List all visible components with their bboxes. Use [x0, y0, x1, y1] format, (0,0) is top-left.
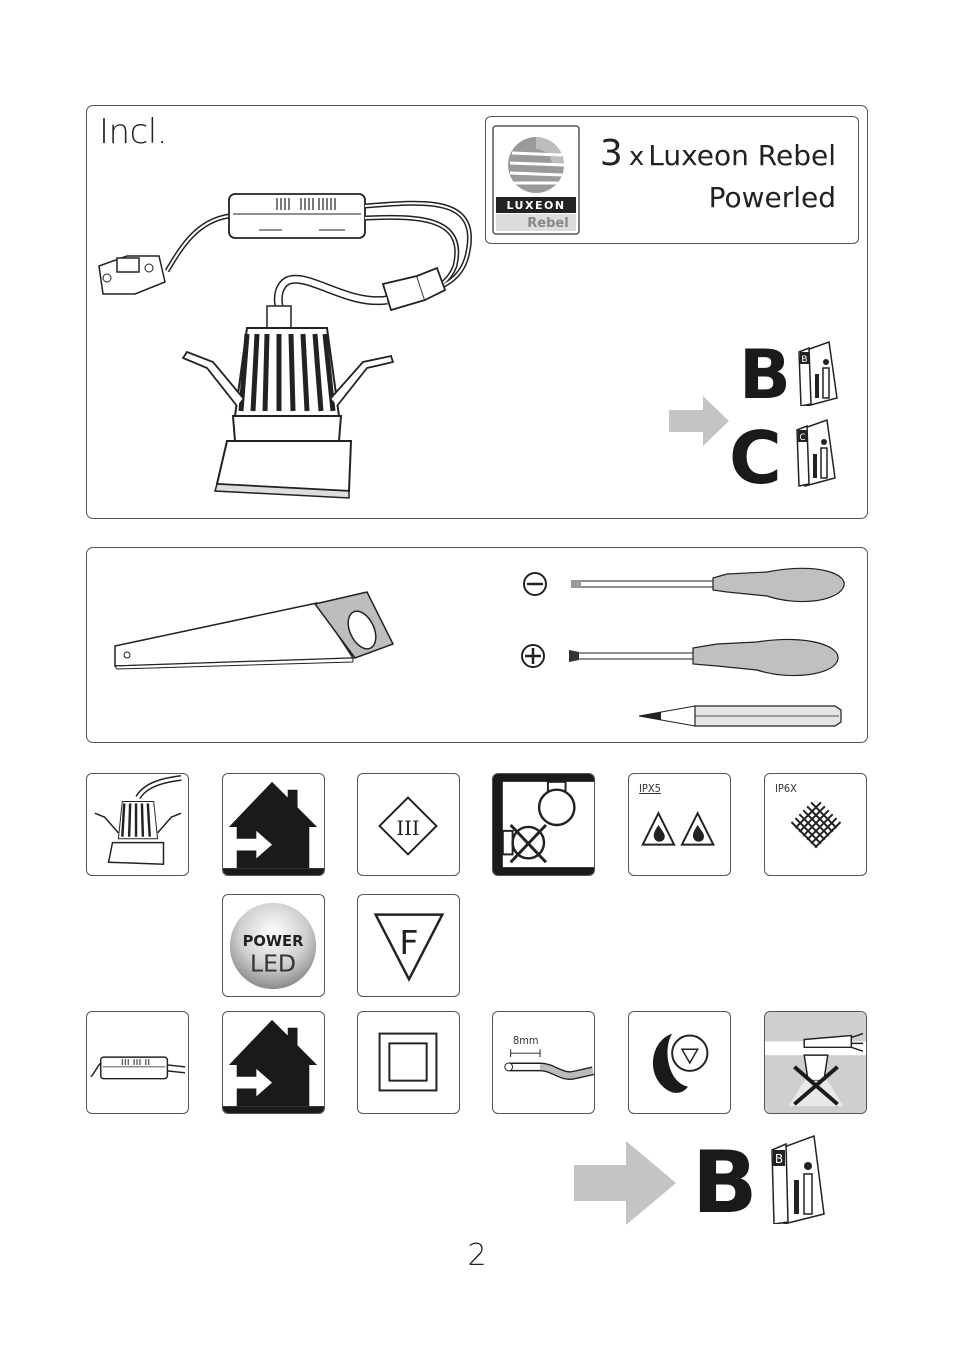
indoor-house-icon — [223, 774, 324, 875]
svg-text:F: F — [399, 922, 419, 962]
pencil-icon — [639, 700, 849, 730]
svg-text:C: C — [799, 433, 806, 443]
product-name: Luxeon Rebel — [648, 139, 836, 172]
svg-text:POWER: POWER — [242, 932, 304, 950]
connector-icon — [383, 268, 445, 310]
driver-box-icon — [229, 194, 365, 238]
bottom-booklet-ref-b: B — [692, 1133, 758, 1233]
included-items-panel — [86, 105, 868, 519]
ip6x-tile — [764, 773, 867, 876]
double-insulation-icon — [358, 1012, 459, 1113]
included-label: Incl. — [99, 112, 168, 152]
wire-strip-length-icon — [493, 1012, 594, 1113]
terminal-block-icon — [99, 256, 165, 294]
class-iii-symbol-icon — [358, 774, 459, 875]
luminaire-thumbnail-icon — [87, 774, 188, 875]
booklet-ref-b: B — [739, 336, 791, 415]
ipx5-tile — [628, 773, 731, 876]
booklet-b-large-icon — [770, 1130, 830, 1224]
ipx5-label: IPX5 — [639, 782, 661, 795]
svg-text:LUXEON: LUXEON — [506, 199, 566, 212]
indoor-use-tile — [222, 773, 325, 876]
driver-thumbnail-tile — [86, 1011, 189, 1114]
quantity: 3 — [599, 133, 623, 174]
strip-length-label: 8mm — [513, 1034, 539, 1047]
svg-text:III: III — [396, 816, 420, 840]
booklet-c-icon — [795, 416, 841, 488]
luxeon-quantity-line — [600, 133, 836, 174]
heatsink-luminaire-icon — [183, 306, 393, 498]
class-iii-tile — [357, 773, 460, 876]
svg-text:B: B — [801, 355, 808, 365]
arrow-right-icon — [669, 396, 731, 446]
ceiling-only-icon — [493, 774, 594, 875]
product-type: Powerled — [708, 181, 836, 214]
no-insulation-cover-icon — [765, 1012, 866, 1113]
water-jet-icon — [629, 774, 730, 875]
svg-text:B: B — [774, 1152, 784, 1166]
luminaire-driver-illustration — [87, 106, 487, 520]
no-insulation-cover-tile — [764, 1011, 867, 1114]
times-sign: x — [628, 142, 645, 172]
indoor-house-icon — [223, 1012, 324, 1113]
arrow-right-large-icon — [574, 1141, 678, 1225]
page-number: 2 — [467, 1238, 487, 1273]
f-mark-triangle-icon — [358, 895, 459, 996]
power-led-tile — [222, 894, 325, 997]
no-dimmer-tile — [628, 1011, 731, 1114]
required-tools-panel — [86, 547, 868, 743]
svg-text:LED: LED — [249, 949, 297, 978]
not-for-wall-tile — [492, 773, 595, 876]
luxeon-rebel-logo — [492, 125, 580, 235]
booklet-b-icon — [797, 338, 843, 406]
f-mark-tile — [357, 894, 460, 997]
dust-tight-grid-icon — [765, 774, 866, 875]
indoor-use-tile-2 — [222, 1011, 325, 1114]
svg-text:Rebel: Rebel — [527, 216, 569, 231]
driver-thumbnail-icon — [87, 1012, 188, 1113]
booklet-ref-c: C — [729, 416, 782, 500]
luxeon-info-box — [485, 116, 859, 244]
saw-icon — [87, 548, 407, 744]
phillips-screwdriver-icon — [517, 636, 857, 682]
dimmable-moon-icon — [629, 1012, 730, 1113]
power-led-badge-icon — [223, 895, 324, 996]
wire-strip-tile — [492, 1011, 595, 1114]
ip6x-label: IP6X — [775, 782, 797, 795]
luminaire-thumbnail-tile — [86, 773, 189, 876]
flat-screwdriver-icon — [517, 566, 857, 608]
class-ii-tile — [357, 1011, 460, 1114]
